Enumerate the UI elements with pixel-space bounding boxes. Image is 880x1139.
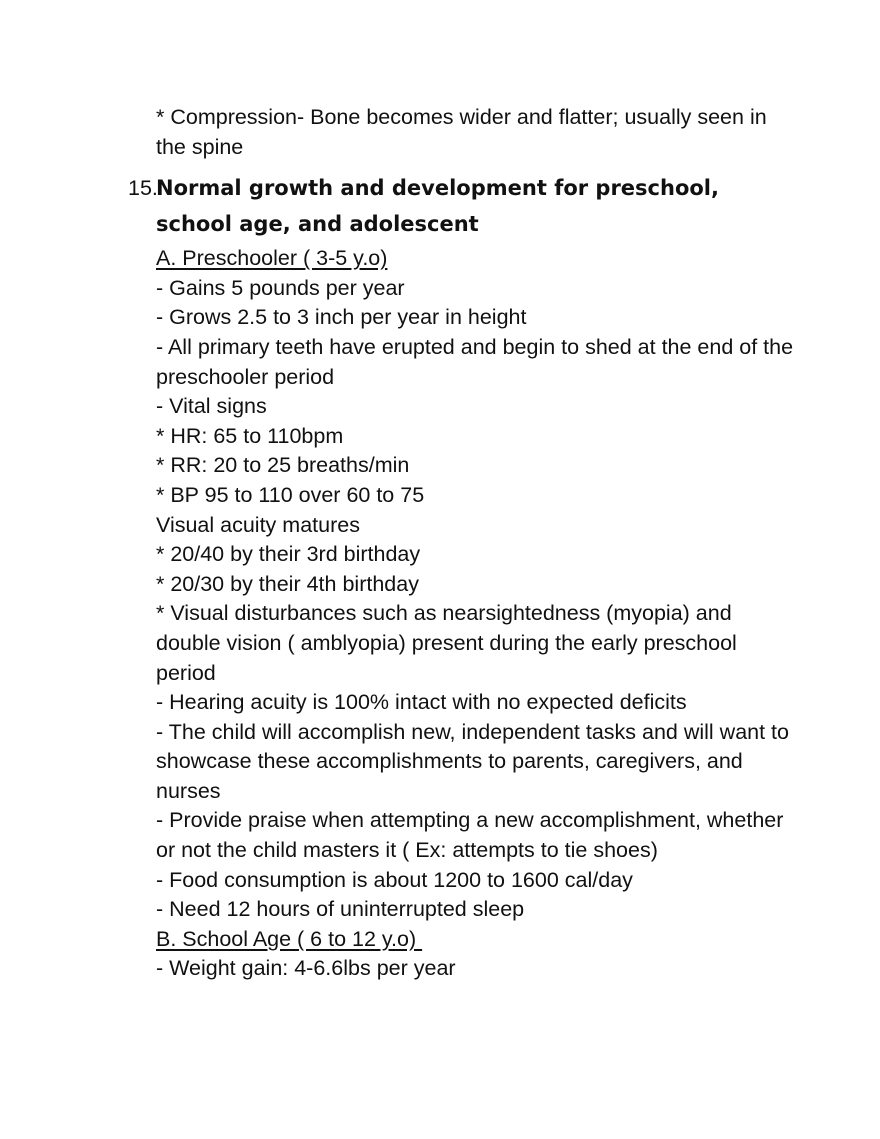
list-item: Visual acuity matures <box>156 512 360 537</box>
list-item: - Grows 2.5 to 3 inch per year in height <box>156 305 527 330</box>
list-item: - Gains 5 pounds per year <box>156 275 405 300</box>
intro-line: * Compression- Bone becomes wider and flatter; usually seen in the spine <box>156 105 767 159</box>
list-item: * BP 95 to 110 over 60 to 75 <box>156 482 425 507</box>
list-item: - Hearing acuity is 100% intact with no expected deficits <box>156 690 687 715</box>
list-item: - Provide praise when attempting a new accomplishment, whether or not the child masters it ( Ex: attempts to tie shoes) <box>156 808 784 863</box>
list-item: - The child will accomplish new, independent tasks and will want to showcase these accomplishments to parents, caregivers, and nurses <box>156 719 789 803</box>
list-item: * RR: 20 to 25 breaths/min <box>156 453 410 478</box>
list-item: * 20/30 by their 4th birthday <box>156 571 419 596</box>
list-item: * 20/40 by their 3rd birthday <box>156 542 421 567</box>
list-item: - Food consumption is about 1200 to 1600 cal/day <box>156 867 633 892</box>
section-number: 15. <box>128 176 158 201</box>
list-item: * Visual disturbances such as nearsightedness (myopia) and double vision ( amblyopia) present during the early preschool period <box>156 601 737 685</box>
list-item: - Vital signs <box>156 394 267 419</box>
list-item: - Weight gain: 4-6.6lbs per year <box>156 956 456 981</box>
subsection-b-title: B. School Age ( 6 to 12 y.o) <box>156 926 423 951</box>
list-item: - All primary teeth have erupted and begin to shed at the end of the preschooler period <box>156 334 794 389</box>
section-heading <box>128 170 796 242</box>
section-title: Normal growth and development for preschool, school age, and adolescent <box>156 176 719 237</box>
document-content <box>128 103 796 984</box>
list-item: - Need 12 hours of uninterrupted sleep <box>156 897 525 922</box>
list-item: * HR: 65 to 110bpm <box>156 423 344 448</box>
subsection-a-title: A. Preschooler ( 3-5 y.o) <box>156 246 388 271</box>
